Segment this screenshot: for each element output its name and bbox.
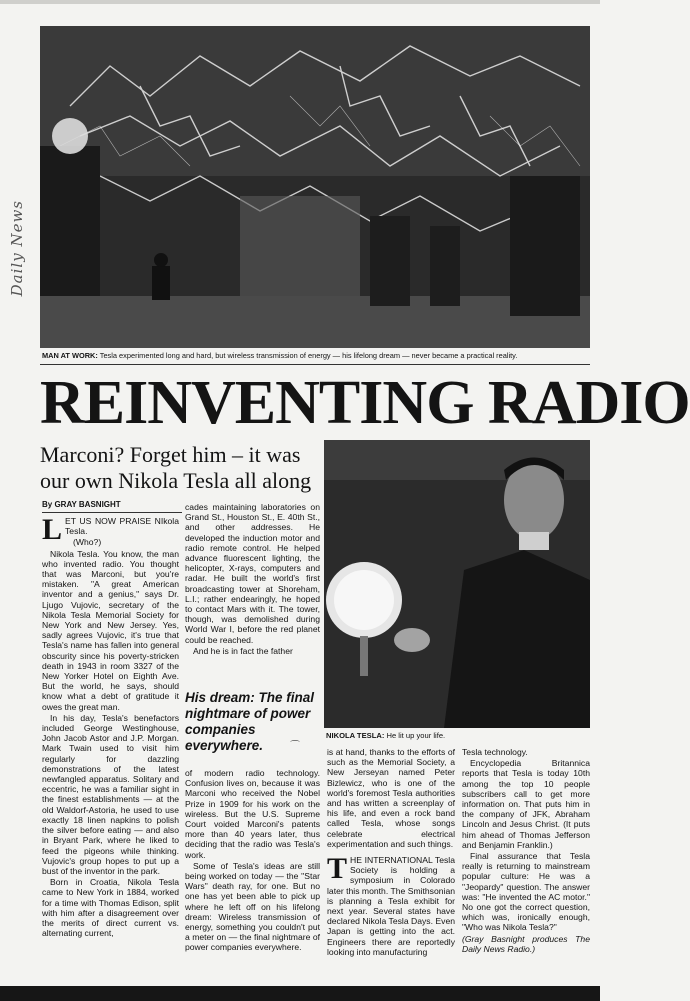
lab-photograph bbox=[40, 26, 590, 348]
column-2-paragraph: of modern radio technology. Confusion lives on, because it was Marconi who received the Nobel Prize in 1909 for his work on the wireless. But the U.S. Supreme Court voided Marconi's patents more than 40 years later, thus deciding that the radio was Tesla's work. bbox=[185, 768, 320, 860]
column-3-paragraph: is at hand, thanks to the efforts of such as the Memorial Society, a New Jerseyan named Peter Bizlewicz, who is one of the world's foremost Tesla authorities and has written a screenplay of his life, and even a rock band called Tesla, whose songs celebrate electrical experimentation and such things. bbox=[327, 747, 455, 849]
scan-bottom-edge bbox=[0, 986, 600, 1001]
column-2-paragraph: Some of Tesla's ideas are still being worked on today — the "Star Wars" death ray, for one. But no one has yet been able to pick up where he left off on his lifelong dream: Wireless transmission of energy, something you couldn't put a meter on — the final nightmare of power companies everywhere. bbox=[185, 860, 320, 953]
pull-quote: His dream: The final nightmare of power companies everywhere. bbox=[185, 690, 315, 753]
paper-top-edge bbox=[0, 0, 600, 4]
subheadline: Marconi? Forget him – it was our own Nikola Tesla all along bbox=[40, 442, 312, 493]
column-1-lead: ET US NOW PRAISE NIkola Tesla. bbox=[65, 516, 179, 537]
column-1-paragraph: Born in Croatia, Nikola Tesla came to New York in 1884, worked for a time with Thomas Edison, split with him after a disagreement over the merits of direct current vs. alternating current, bbox=[42, 877, 179, 939]
portrait-caption-text: He lit up your life. bbox=[386, 731, 446, 740]
article-column-3 bbox=[327, 747, 455, 986]
column-2-paragraph: And he is in fact the father bbox=[193, 645, 293, 656]
tesla-portrait-image bbox=[324, 440, 590, 728]
article-column-2-bottom bbox=[185, 768, 320, 986]
column-1-paragraph: In his day, Tesla's benefactors included George Westinghouse, John Jacob Astor and J.P. Morgan. Mark Twain used to visit him regularly for dazzling demonstrations of the latest newfangled apparatus. Solitary and eccentric, he was a familiar sight in the finest establishments — at the old Waldorf-Astoria, he used to use exactly 18 linen napkins to polish the silver before eating — and also in Bryant Park, where he liked to feed the pigeons while thinking. Vujovic's group hopes to put up a bust of the inventor in the park. bbox=[42, 712, 179, 876]
column-4-paragraph: Encyclopedia Britannica reports that Tesla is today 10th among the top 10 people subscribers call to get more information on. That puts him in the company of JFK, Abraham Lincoln and Jesus Christ. (It puts him ahead of Thomas Jefferson and Benjamin Franklin.) bbox=[462, 758, 590, 850]
column-2-paragraph: cades maintaining laboratories on Grand St., Houston St., E. 40th St., and other addresses. He developed the induction motor and radio remote control. He helped advance fluorescent lighting, the helicopter, X-rays, computers and radar. He built the world's first broadcasting tower at Shoreham, L.I.; rather endearingly, he hoped to contact Mars with it. The tower, though, was demolished during World War I, before the red planet could be reached. bbox=[185, 502, 320, 645]
ornament-mark: ⌒ bbox=[290, 741, 300, 752]
author-credit: (Gray Basnight produces The Daily News Radio.) bbox=[462, 933, 590, 954]
divider-rule bbox=[40, 364, 590, 365]
tesla-portrait bbox=[324, 440, 590, 728]
portrait-caption bbox=[326, 731, 590, 740]
article-column-4 bbox=[462, 747, 590, 986]
column-1-paragraph: Nikola Tesla. You know, the man who invented radio. You thought that was Marconi, but you're mistaken. "A great American inventor and a genius," says Dr. Ljugo Vujovic, secretary of the Nikola Tesla Memorial Society for New York and New Jersey. Yes, sadly agrees Vujovic, it's true that Tesla's name has fallen into general obscurity since his poverty-stricken death in 1943 in room 3327 of the New Yorker Hotel on Eighth Ave. But the world, he says, should know what a debt of gratitude it owes the great man. bbox=[42, 548, 179, 712]
byline: By GRAY BASNIGHT bbox=[42, 500, 182, 513]
column-3-lead: HE INTERNATIONAL Tesla Society is holding a symposium in Colorado later this month. The Smithsonian is planning a Tesla exhibit for next year. Several states have declared Nikola Tesla Days. Even Japan is getting into the act. Engineers there are reportedly looking into manufacturing bbox=[327, 855, 455, 957]
column-4-paragraph: Final assurance that Tesla really is returning to mainstream popular culture: He was a "Jeopardy" question. The answer was: "He invented the AC motor." No one got the correct question, which was, ironically enough, "Who was Nikola Tesla?" bbox=[462, 851, 590, 933]
dropcap-t: T bbox=[327, 852, 348, 886]
photo-caption-text: Tesla experimented long and hard, but wireless transmission of energy — his lifelong dream — never became a practical reality. bbox=[99, 351, 518, 360]
article-column-1 bbox=[42, 513, 179, 986]
column-1-paragraph: (Who?) bbox=[73, 537, 102, 548]
headline: REINVENTING RADIO bbox=[40, 369, 690, 437]
column-4-paragraph: Tesla technology. bbox=[462, 747, 528, 757]
handwritten-margin-note: Daily News bbox=[8, 200, 26, 297]
lab-photograph-image bbox=[40, 26, 590, 348]
portrait-caption-label: NIKOLA TESLA: bbox=[326, 731, 385, 740]
dropcap-l: L bbox=[42, 513, 63, 546]
photo-caption-label: MAN AT WORK: bbox=[42, 351, 98, 360]
article-column-2-top bbox=[185, 502, 320, 684]
photo-caption bbox=[42, 351, 590, 361]
